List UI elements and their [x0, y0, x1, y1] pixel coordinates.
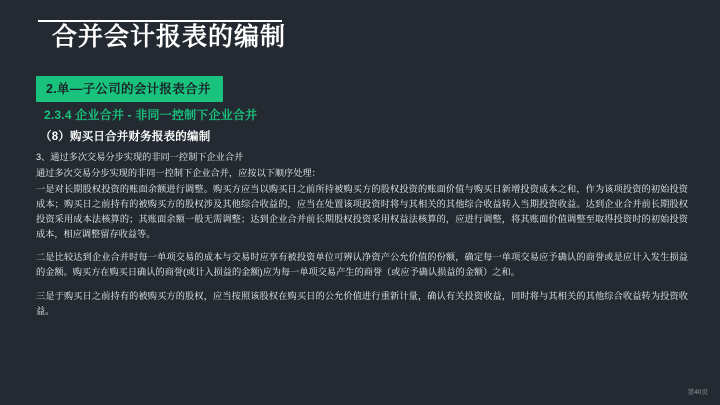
body-paragraph: 3、通过多次交易分步实现的非同一控制下企业合并	[36, 152, 244, 162]
section-banner-label: 2.单—子公司的会计报表合并	[46, 82, 211, 96]
sub-sub-heading: （8）购买日合并财务报表的编制	[40, 131, 211, 143]
body-paragraph: 一是对长期股权投资的账面余额进行调整。购买方应当以购买日之前所持被购买方的股权投资的账面价值与购买日新增投资成本之和，作为该项投资的初始投资成本；购买日之前持有的被购买方的股权涉及其他综合收益的，应当在处置该项投资时将与其相关的其他综合收益转入当期投资收益。达到企业合并前长期股权投资采用成本法核算的；其账面余额一般无需调整；达到企业合并前长期股权投资采用权益法核算的，应进行调整，将其账面价值调整至取得投资时的初始投资成本，相应调整留存收益等。	[36, 183, 688, 239]
section-banner	[36, 76, 223, 102]
body-paragraph: 通过多次交易分步实现的非同一控制下企业合并，应按以下顺序处理：	[36, 167, 321, 178]
body-text-block	[36, 150, 688, 322]
sub-heading: 2.3.4 企业合并 - 非同一控制下企业合并	[44, 108, 258, 122]
body-paragraph: 三是于购买日之前持有的被购买方的股权，应当按照该股权在购买日的公允价值进行重新计量，确认有关投资收益，同时将与其相关的其他综合收益转为投资收益。	[36, 291, 688, 317]
body-paragraph: 二是比较达到企业合并时每一单项交易的成本与交易时应享有被投资单位可辨认净资产公允价值的份额，确定每一单项交易应予确认的商誉或是应计入发生损益的金额。购买方在购买日确认的商誉(或计入损益的金额)应为每一单项交易产生的商誉（或应予确认损益的金额）之和。	[36, 252, 688, 278]
page-title: 合并会计报表的编制	[52, 23, 287, 51]
page-number: 第40页	[687, 389, 708, 396]
